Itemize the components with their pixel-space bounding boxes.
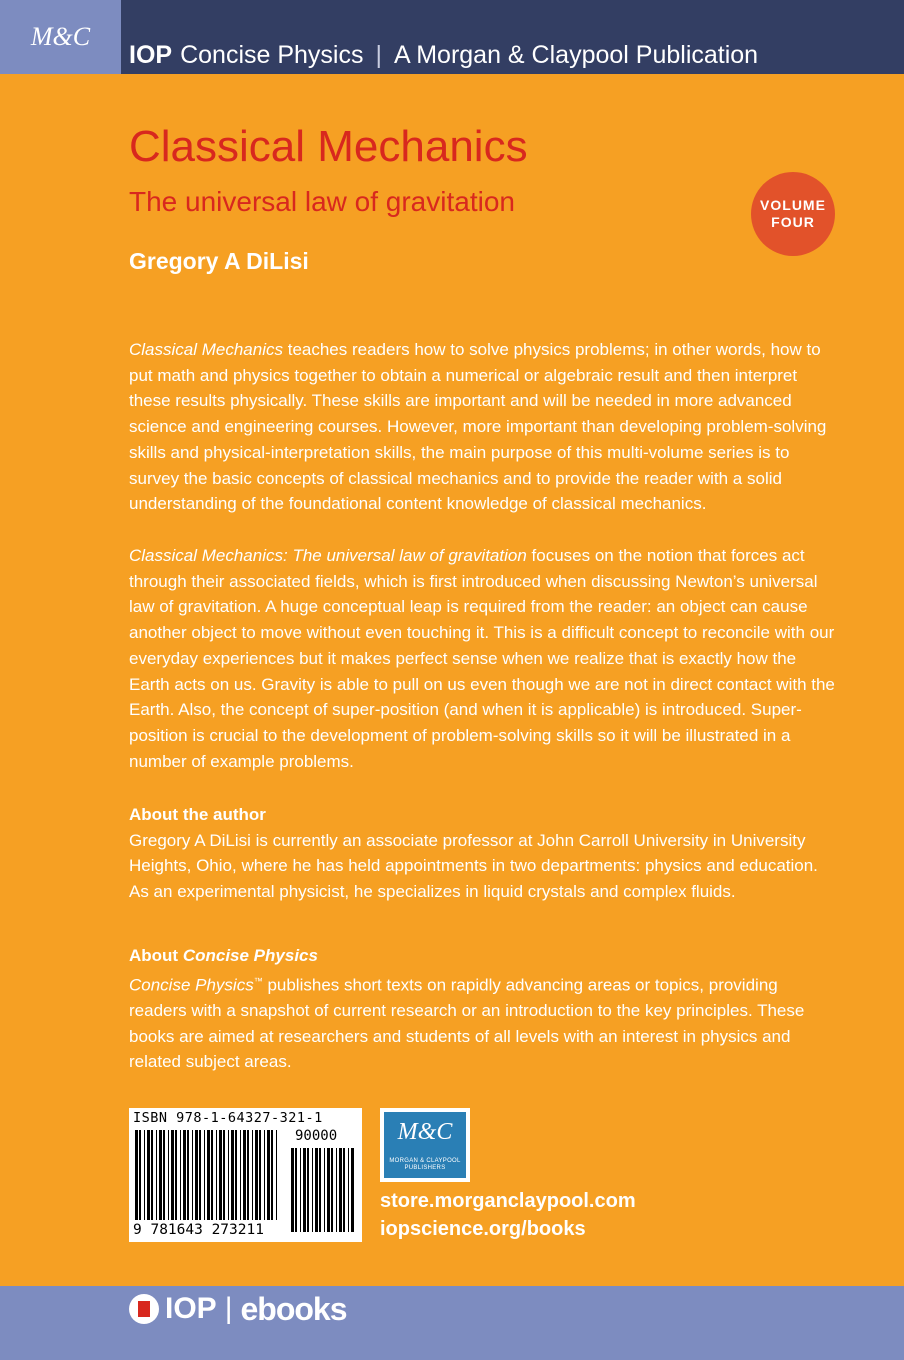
about-author-heading: About the author [129, 805, 266, 824]
top-banner [0, 0, 904, 74]
description-1-text: teaches readers how to solve physics problems; in other words, how to put math and physics together to obtain a numerical or algebraic result and then interpret these results physically. These skills are important and will be needed in more advanced science and engineering courses. However, more important than developing problem-solving skills and physical-interpretation skills, the main purpose of this multi-volume series is to survey the basic concepts of classical mechanics and to provide the reader with a solid understanding of the foundational content knowledge of classical mechanics. [129, 340, 827, 514]
isbn-number: ISBN 978-1-64327-321-1 [133, 1110, 323, 1126]
about-series-heading [129, 943, 837, 969]
description-1-title: Classical Mechanics [129, 340, 283, 359]
footer-ebooks-label: ebooks [240, 1290, 347, 1327]
trademark-symbol: ™ [253, 975, 263, 986]
about-author-section [129, 802, 837, 905]
barcode-digits: 9 781643 273211 [133, 1222, 264, 1238]
about-author-text: Gregory A DiLisi is currently an associate professor at John Carroll University in University Heights, Ohio, where he has held appointments in two departments: physics and education. As an experimental physicist, he specializes in liquid crystals and complex fluids. [129, 830, 818, 902]
publisher-name: A Morgan & Claypool Publication [393, 40, 759, 69]
footer-iop-brand: IOP [165, 1292, 217, 1325]
publisher-logo-name: MORGAN & CLAYPOOL PUBLISHERS [389, 1158, 461, 1171]
footer-separator: | [224, 1292, 233, 1325]
isbn-barcode [129, 1108, 362, 1242]
publisher-logo-mark: M&C [397, 1119, 453, 1145]
volume-badge [751, 172, 835, 256]
price-addon: 90000 [295, 1128, 338, 1144]
description-2-text: focuses on the notion that forces act through their associated fields, which is first introduced when discussing Newton’s universal law of gravitation. A huge conceptual leap is required from the reader: an object can cause another object to move without even touching it. This is a difficult concept to reconcile with our everyday experiences but it makes perfect sense when we realize that is exactly how the Earth acts on us. Gravity is able to pull on us even though we are not in direct contact with the Earth. Also, the concept of super-position (and when it is applicable) is introduced. Super-position is crucial to the development of problem-solving skills so it will be illustrated in a number of example problems. [129, 546, 835, 771]
iop-brand: IOP [129, 40, 173, 69]
description-paragraph-1 [129, 337, 837, 517]
series-banner [129, 40, 758, 70]
publisher-logo-panel [384, 1112, 466, 1178]
about-series-heading-title: Concise Physics [182, 946, 318, 965]
iopscience-link[interactable]: iopscience.org/books [380, 1218, 586, 1240]
volume-label: VOLUME [760, 197, 826, 213]
about-series-body: publishes short texts on rapidly advancing areas or topics, providing readers with a snapshot of current research or an introduction to the key principles. These books are aimed at researchers and students of all levels with an interest in physics and related subject areas. [129, 975, 805, 1072]
banner-separator: | [375, 40, 382, 69]
about-series-section [129, 943, 837, 1075]
series-name: Concise Physics [180, 40, 364, 69]
about-series-series-name: Concise Physics [129, 975, 254, 995]
book-subtitle: The universal law of gravitation [129, 186, 515, 217]
description-paragraph-2 [129, 543, 837, 774]
about-series-text [129, 969, 837, 1075]
iop-ebooks-logo [129, 1290, 347, 1328]
store-link[interactable]: store.morganclaypool.com [380, 1190, 636, 1212]
book-icon [129, 1294, 159, 1324]
mc-logo: M&C [0, 0, 121, 74]
book-title: Classical Mechanics [129, 122, 528, 171]
description-2-title: Classical Mechanics: The universal law of gravitation [129, 546, 527, 565]
book-author: Gregory A DiLisi [129, 248, 309, 274]
morgan-claypool-logo [380, 1108, 470, 1182]
volume-number: FOUR [771, 214, 815, 230]
about-series-heading-prefix: About [129, 946, 183, 965]
